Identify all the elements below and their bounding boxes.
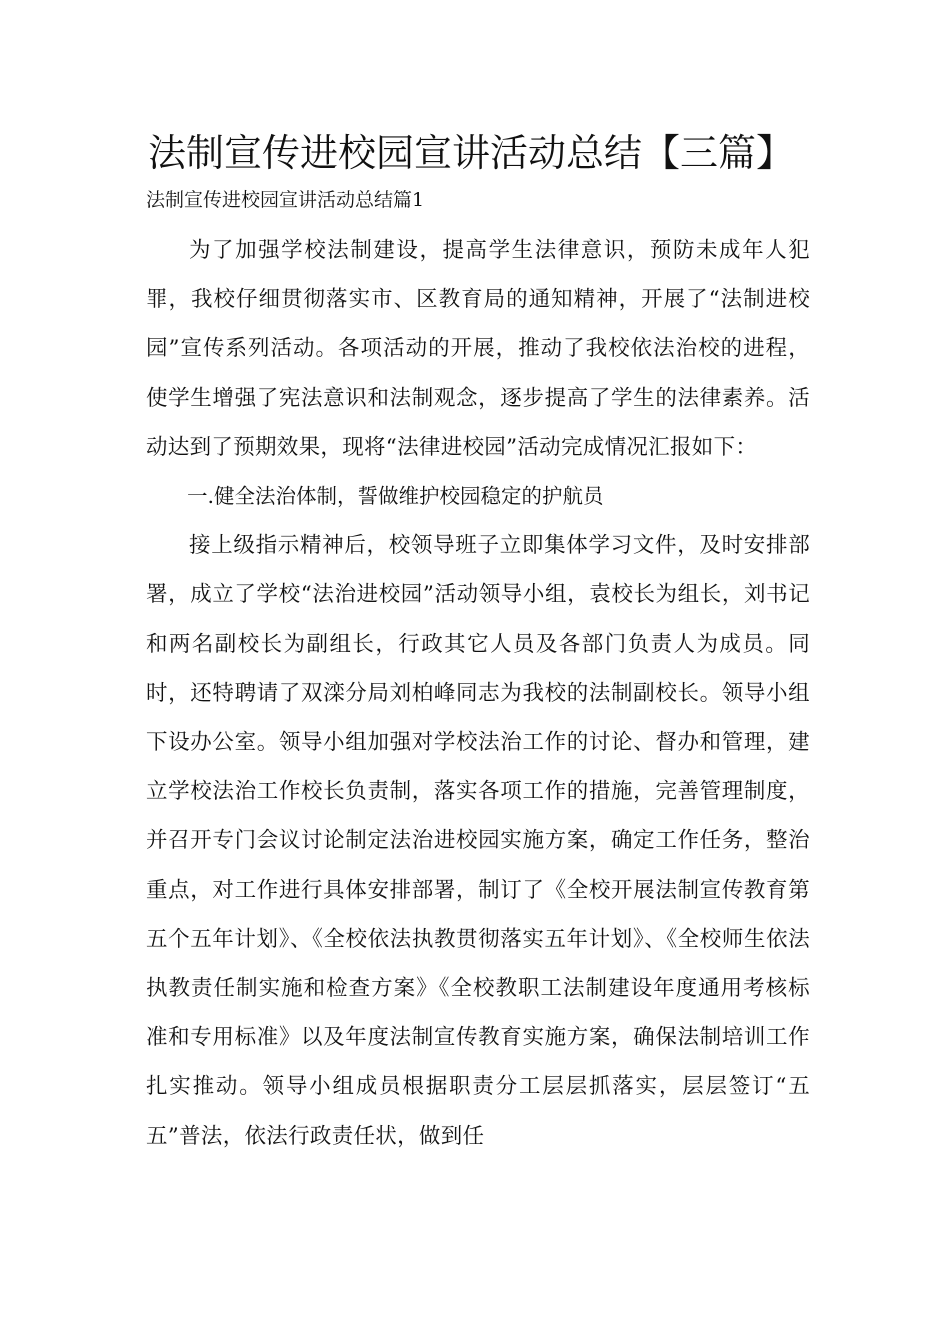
document-title: 法制宣传进校园宣讲活动总结【三篇】: [148, 131, 795, 175]
intro-paragraph: 为了加强学校法制建设，提高学生法律意识，预防未成年人犯罪，我校仔细贯彻落实市、区教育局的通知精神，开展了“法制进校园”宣传系列活动。各项活动的开展，推动了我校依法治校的进程，使学生增强了宪法意识和法制观念，逐步提高了学生的法律素养。活动达到了预期效果，现将“法律进校园”活动完成情况汇报如下：: [146, 238, 810, 460]
document-body: [146, 226, 810, 1161]
section-heading-1: 一.健全法治体制，誓做维护校园稳定的护航员: [187, 484, 604, 509]
body-paragraph-1: 接上级指示精神后，校领导班子立即集体学习文件，及时安排部署，成立了学校“法治进校园”活动领导小组，袁校长为组长，刘书记和两名副校长为副组长，行政其它人员及各部门负责人为成员。同时，还特聘请了双滦分局刘柏峰同志为我校的法制副校长。领导小组下设办公室。领导小组加强对学校法治工作的讨论、督办和管理，建立学校法治工作校长负责制，落实各项工作的措施，完善管理制度，并召开专门会议讨论制定法治进校园实施方案，确定工作任务，整治重点，对工作进行具体安排部署，制订了《全校开展法制宣传教育第五个五年计划》、《全校依法执教贯彻落实五年计划》、《全校师生依法执教责任制实施和检查方案》《全校教职工法制建设年度通用考核标准和专用标准》以及年度法制宣传教育实施方案，确保法制培训工作扎实推动。领导小组成员根据职责分工层层抓落实，层层签订“五五”普法，依法行政责任状，做到任: [146, 533, 810, 1149]
section-title: 法制宣传进校园宣讲活动总结篇1: [146, 189, 425, 211]
